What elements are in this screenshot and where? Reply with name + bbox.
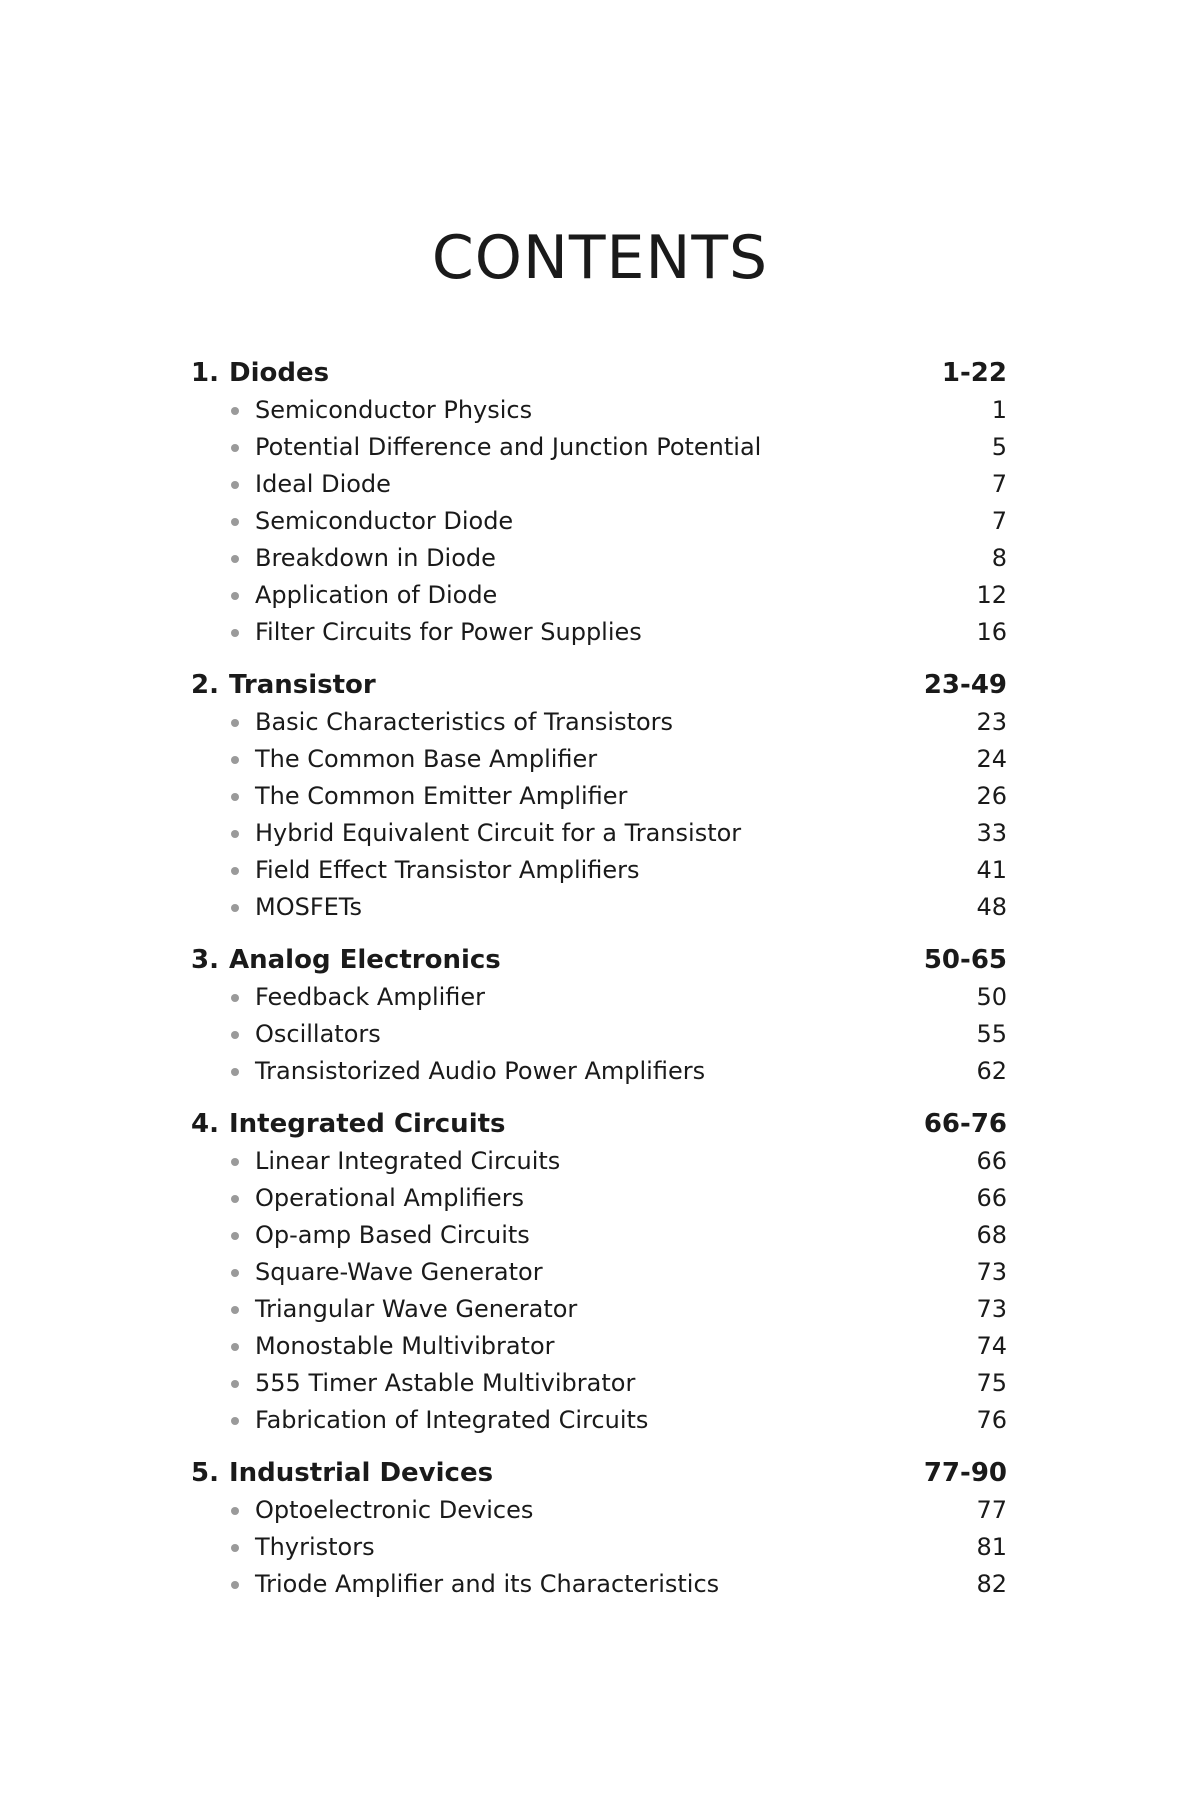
bullet-dot-icon <box>191 889 255 926</box>
topic-page: 77 <box>976 1496 1007 1524</box>
topic-title: Application of Diode <box>255 581 498 609</box>
chapter-integrated-circuits <box>191 1105 1007 1439</box>
chapter-page-range: 77-90 <box>923 1458 1007 1488</box>
bullet-dot-icon <box>191 540 255 577</box>
topic-title: MOSFETs <box>255 893 362 921</box>
chapter-heading[interactable] <box>191 941 1007 979</box>
topic-title: Triode Amplifier and its Characteristics <box>255 1570 720 1598</box>
chapter-page-range: 23-49 <box>923 670 1007 700</box>
chapter-title: Diodes <box>229 358 330 388</box>
bullet-dot-icon <box>191 1254 255 1291</box>
chapter-number: 3. <box>191 945 219 975</box>
bullet-dot-icon <box>191 392 255 429</box>
topic-item[interactable] <box>191 815 1007 852</box>
topic-page: 7 <box>991 507 1007 535</box>
topic-page: 81 <box>976 1533 1007 1561</box>
topic-item[interactable] <box>191 741 1007 778</box>
chapter-page-range: 50-65 <box>923 945 1007 975</box>
bullet-dot-icon <box>191 852 255 889</box>
topic-page: 66 <box>976 1184 1007 1212</box>
topic-item[interactable] <box>191 778 1007 815</box>
topic-page: 23 <box>976 708 1007 736</box>
topic-page: 7 <box>991 470 1007 498</box>
chapter-analog-electronics <box>191 941 1007 1090</box>
topic-list <box>191 1143 1007 1439</box>
topic-page: 76 <box>976 1406 1007 1434</box>
chapter-number: 4. <box>191 1109 219 1139</box>
topic-title: The Common Base Amplifier <box>255 745 598 773</box>
topic-item[interactable] <box>191 1217 1007 1254</box>
topic-item[interactable] <box>191 1492 1007 1529</box>
topic-page: 75 <box>976 1369 1007 1397</box>
bullet-dot-icon <box>191 1180 255 1217</box>
topic-page: 26 <box>976 782 1007 810</box>
bullet-dot-icon <box>191 1016 255 1053</box>
chapter-title: Industrial Devices <box>229 1458 494 1488</box>
chapter-diodes <box>191 354 1007 651</box>
topic-item[interactable] <box>191 614 1007 651</box>
topic-item[interactable] <box>191 503 1007 540</box>
chapter-industrial-devices <box>191 1454 1007 1603</box>
topic-item[interactable] <box>191 1328 1007 1365</box>
topic-title: Semiconductor Diode <box>255 507 514 535</box>
topic-title: Basic Characteristics of Transistors <box>255 708 674 736</box>
bullet-dot-icon <box>191 1492 255 1529</box>
topic-item[interactable] <box>191 540 1007 577</box>
topic-page: 62 <box>976 1057 1007 1085</box>
topic-item[interactable] <box>191 704 1007 741</box>
topic-item[interactable] <box>191 1365 1007 1402</box>
topic-item[interactable] <box>191 429 1007 466</box>
bullet-dot-icon <box>191 1328 255 1365</box>
chapter-heading[interactable] <box>191 1454 1007 1492</box>
topic-title: Thyristors <box>255 1533 375 1561</box>
topic-title: Monostable Multivibrator <box>255 1332 555 1360</box>
topic-title: Breakdown in Diode <box>255 544 496 572</box>
topic-list <box>191 1492 1007 1603</box>
chapter-heading[interactable] <box>191 1105 1007 1143</box>
topic-page: 73 <box>976 1258 1007 1286</box>
topic-title: Semiconductor Physics <box>255 396 533 424</box>
topic-page: 8 <box>991 544 1007 572</box>
bullet-dot-icon <box>191 778 255 815</box>
topic-title: Feedback Amplifier <box>255 983 486 1011</box>
bullet-dot-icon <box>191 815 255 852</box>
topic-page: 5 <box>991 433 1007 461</box>
topic-page: 1 <box>991 396 1007 424</box>
chapter-number: 1. <box>191 358 219 388</box>
topic-page: 41 <box>976 856 1007 884</box>
topic-title: Operational Amplifiers <box>255 1184 525 1212</box>
topic-page: 73 <box>976 1295 1007 1323</box>
topic-item[interactable] <box>191 1254 1007 1291</box>
topic-page: 55 <box>976 1020 1007 1048</box>
topic-page: 50 <box>976 983 1007 1011</box>
topic-item[interactable] <box>191 1529 1007 1566</box>
topic-title: Potential Difference and Junction Potential <box>255 433 762 461</box>
bullet-dot-icon <box>191 503 255 540</box>
topic-page: 24 <box>976 745 1007 773</box>
bullet-dot-icon <box>191 614 255 651</box>
topic-title: Transistorized Audio Power Amplifiers <box>255 1057 706 1085</box>
topic-page: 16 <box>976 618 1007 646</box>
topic-title: Fabrication of Integrated Circuits <box>255 1406 649 1434</box>
chapter-title: Transistor <box>229 670 376 700</box>
topic-page: 12 <box>976 581 1007 609</box>
topic-page: 33 <box>976 819 1007 847</box>
topic-item[interactable] <box>191 1180 1007 1217</box>
topic-page: 82 <box>976 1570 1007 1598</box>
topic-title: Linear Integrated Circuits <box>255 1147 561 1175</box>
topic-title: Filter Circuits for Power Supplies <box>255 618 642 646</box>
topic-item[interactable] <box>191 1016 1007 1053</box>
bullet-dot-icon <box>191 1402 255 1439</box>
bullet-dot-icon <box>191 1529 255 1566</box>
topic-title: 555 Timer Astable Multivibrator <box>255 1369 636 1397</box>
topic-title: The Common Emitter Amplifier <box>255 782 628 810</box>
chapter-title: Integrated Circuits <box>229 1109 506 1139</box>
chapter-page-range: 1-22 <box>941 358 1007 388</box>
bullet-dot-icon <box>191 429 255 466</box>
bullet-dot-icon <box>191 741 255 778</box>
topic-item[interactable] <box>191 392 1007 429</box>
topic-list <box>191 979 1007 1090</box>
bullet-dot-icon <box>191 1566 255 1603</box>
chapter-transistor <box>191 666 1007 926</box>
bullet-dot-icon <box>191 1053 255 1090</box>
chapter-number: 5. <box>191 1458 219 1488</box>
topic-item[interactable] <box>191 1402 1007 1439</box>
topic-page: 74 <box>976 1332 1007 1360</box>
chapter-page-range: 66-76 <box>923 1109 1007 1139</box>
chapter-number: 2. <box>191 670 219 700</box>
topic-title: Field Effect Transistor Amplifiers <box>255 856 640 884</box>
topic-title: Triangular Wave Generator <box>255 1295 578 1323</box>
bullet-dot-icon <box>191 1365 255 1402</box>
topic-list <box>191 704 1007 926</box>
topic-item[interactable] <box>191 466 1007 503</box>
topic-title: Square-Wave Generator <box>255 1258 543 1286</box>
bullet-dot-icon <box>191 1217 255 1254</box>
topic-item[interactable] <box>191 1143 1007 1180</box>
bullet-dot-icon <box>191 577 255 614</box>
table-of-contents <box>191 354 1007 1618</box>
topic-item[interactable] <box>191 852 1007 889</box>
bullet-dot-icon <box>191 1291 255 1328</box>
chapter-heading[interactable] <box>191 666 1007 704</box>
topic-list <box>191 392 1007 651</box>
page-title: CONTENTS <box>431 223 769 293</box>
topic-title: Hybrid Equivalent Circuit for a Transistor <box>255 819 742 847</box>
topic-title: Ideal Diode <box>255 470 391 498</box>
topic-title: Oscillators <box>255 1020 381 1048</box>
topic-item[interactable] <box>191 1566 1007 1603</box>
topic-item[interactable] <box>191 1291 1007 1328</box>
bullet-dot-icon <box>191 466 255 503</box>
topic-page: 66 <box>976 1147 1007 1175</box>
topic-title: Op-amp Based Circuits <box>255 1221 530 1249</box>
bullet-dot-icon <box>191 1143 255 1180</box>
chapter-title: Analog Electronics <box>229 945 501 975</box>
topic-page: 68 <box>976 1221 1007 1249</box>
topic-item[interactable] <box>191 889 1007 926</box>
chapter-heading[interactable] <box>191 354 1007 392</box>
topic-item[interactable] <box>191 577 1007 614</box>
bullet-dot-icon <box>191 979 255 1016</box>
bullet-dot-icon <box>191 704 255 741</box>
topic-item[interactable] <box>191 979 1007 1016</box>
topic-title: Optoelectronic Devices <box>255 1496 534 1524</box>
topic-page: 48 <box>976 893 1007 921</box>
topic-item[interactable] <box>191 1053 1007 1090</box>
